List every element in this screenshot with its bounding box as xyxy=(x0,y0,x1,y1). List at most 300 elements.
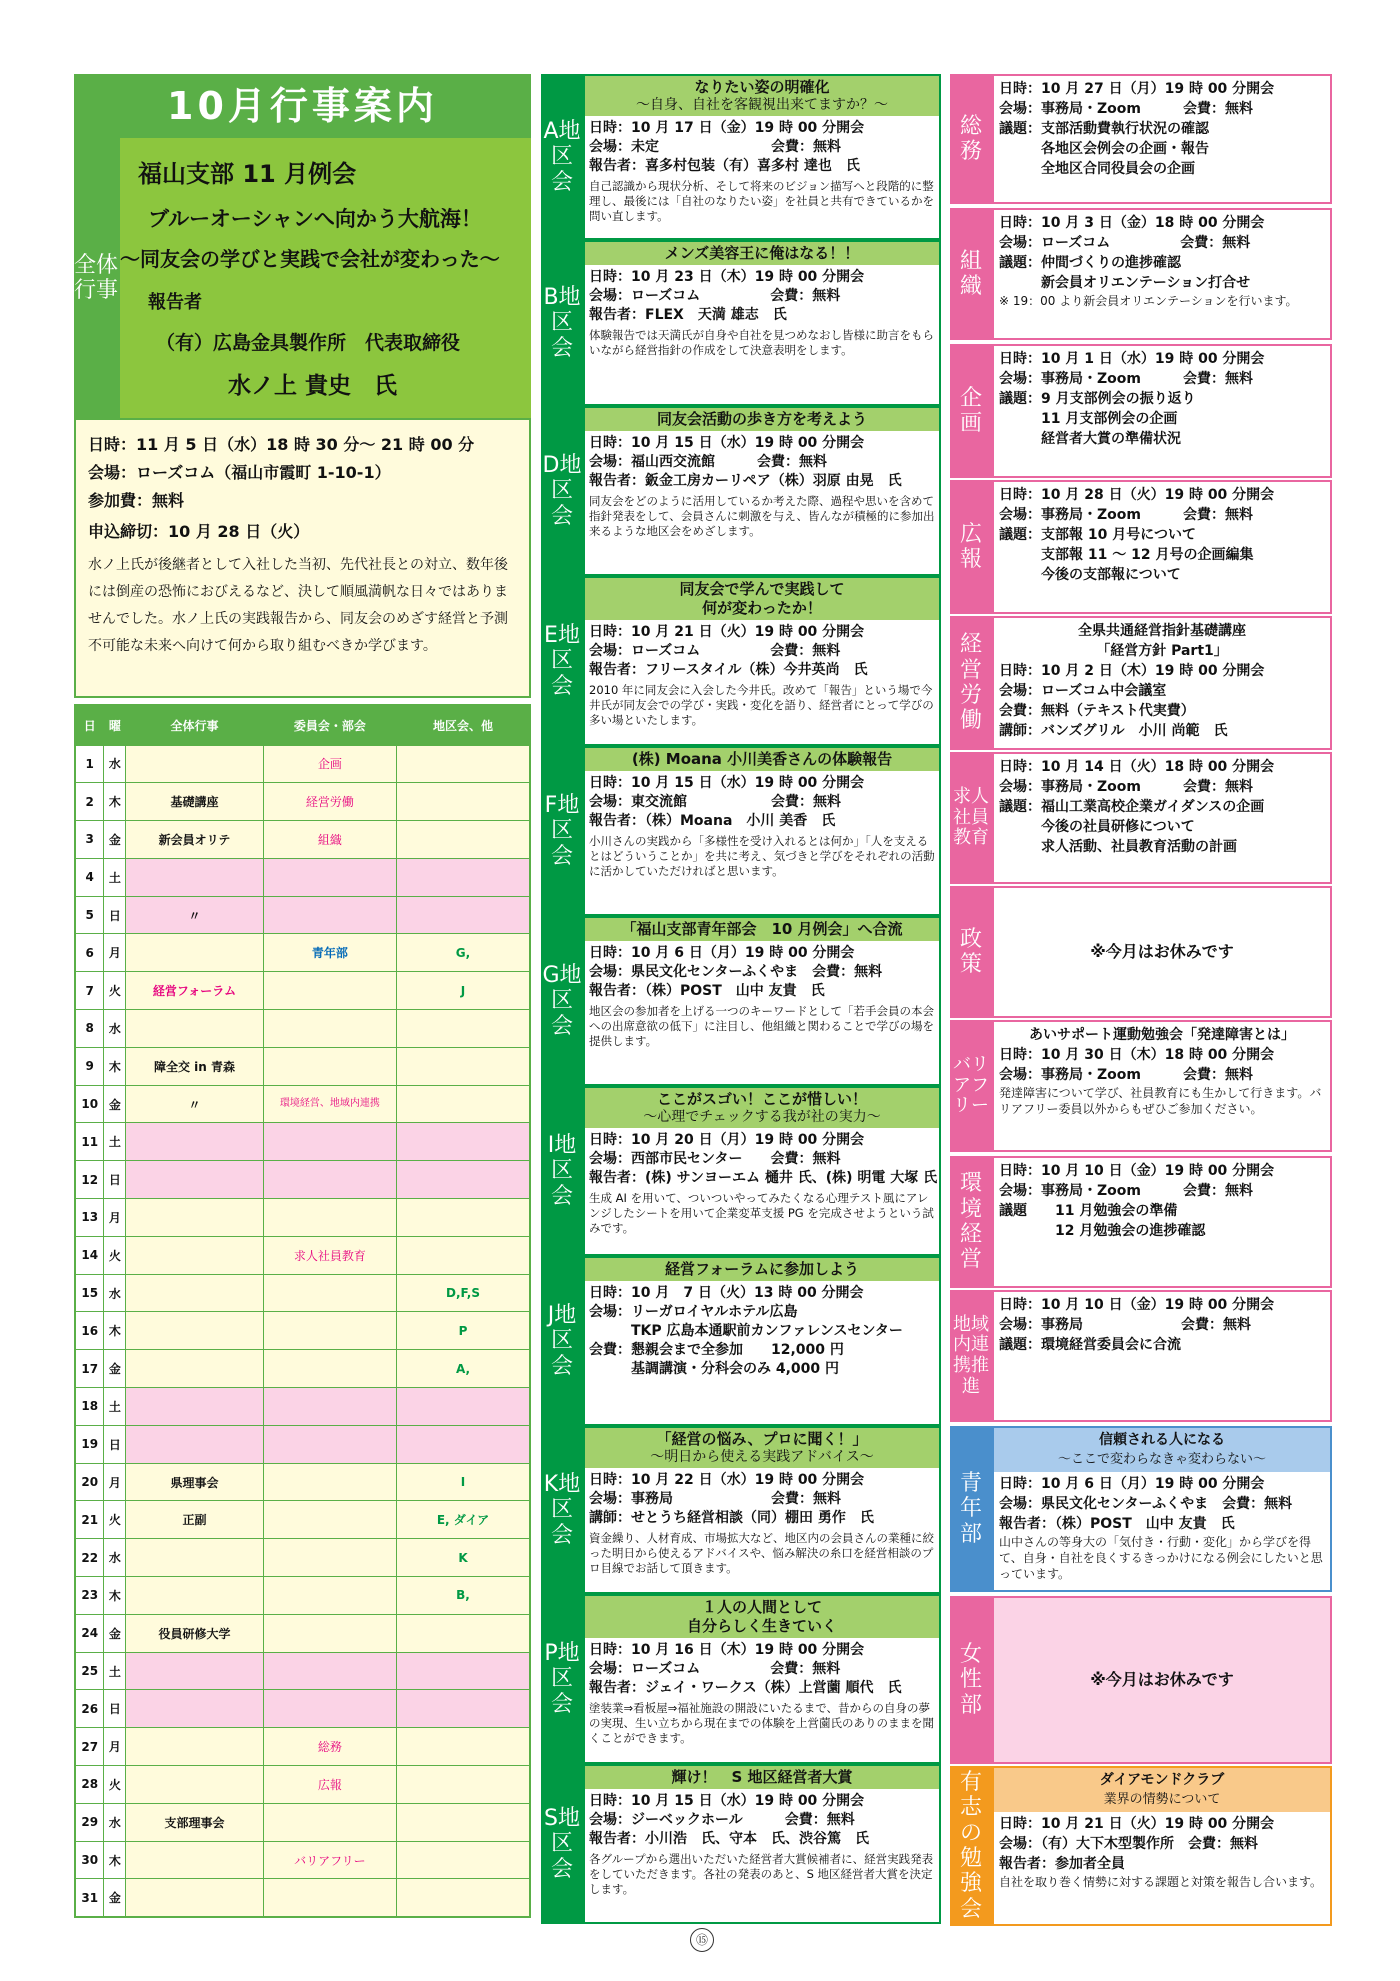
committee-detail-line: 経営者大賞の準備状況 xyxy=(999,431,1181,447)
district-details xyxy=(585,1468,939,1531)
committee-detail-line: 講師：バンズグリル 小川 尚範 氏 xyxy=(999,723,1228,739)
committee-card xyxy=(992,1156,1332,1288)
district-detail-line: 会場：ジーベックホール 会費：無料 xyxy=(589,1811,855,1828)
district-description: 生成 AI を用いて、ついついやってみたくなる心理テスト風にアレンジしたシートを用いて企業変革支援 PG を完成させようという試みです。 xyxy=(589,1191,934,1236)
feature-date: 日時：11 月 5 日（水）18 時 30 分～ 21 時 00 分 xyxy=(88,435,475,454)
district-subtitle: ～明日から使える実践アドバイス～ xyxy=(650,1448,874,1465)
calendar-weekday: 日 xyxy=(104,1161,126,1199)
calendar-day: 29 xyxy=(75,1803,104,1841)
district-details xyxy=(585,620,939,683)
calendar-day: 25 xyxy=(75,1652,104,1690)
committee-detail-line: 議題：福山工業高校企業ガイダンスの企画 xyxy=(999,799,1265,815)
district-details xyxy=(585,431,939,494)
calendar-general-event xyxy=(126,1766,263,1804)
district-detail-line: 日時：10 月 15 日（水）19 時 00 分開会 xyxy=(589,434,865,451)
district-title-text: １人の人間として 自分らしく生きていく xyxy=(686,1598,837,1635)
calendar-row xyxy=(75,1312,530,1350)
calendar-row xyxy=(75,821,530,859)
calendar-district-event xyxy=(397,783,530,821)
calendar-weekday: 金 xyxy=(104,1879,126,1917)
calendar-committee-event xyxy=(263,1652,396,1690)
calendar-committee-event xyxy=(263,1123,396,1161)
feature-fee: 参加費：無料 xyxy=(88,491,185,510)
district-title-text: 「経営の悩み、プロに聞く！」 xyxy=(656,1430,868,1448)
calendar-district-event: A, xyxy=(397,1350,530,1388)
district-details xyxy=(585,1789,939,1852)
calendar-row xyxy=(75,896,530,934)
page-title: 10月行事案内 xyxy=(74,74,531,138)
district-detail-line: 講師：せとうち経営相談（同）棚田 勇作 氏 xyxy=(589,1510,874,1527)
calendar-row xyxy=(75,1085,530,1123)
committee-detail-line: 日時：10 月 10 日（金）19 時 00 分開会 xyxy=(999,1297,1275,1313)
calendar-general-event xyxy=(126,1123,263,1161)
calendar-district-event xyxy=(397,1199,530,1237)
district-details xyxy=(585,1638,939,1701)
calendar-committee-event xyxy=(263,1388,396,1426)
committee-label: 広報 xyxy=(950,480,992,614)
calendar-weekday: 金 xyxy=(104,1085,126,1123)
calendar-general-event: 県理事会 xyxy=(126,1463,263,1501)
district-detail-line: 日時：10 月 15 日（水）19 時 00 分開会 xyxy=(589,1792,865,1809)
calendar-day: 28 xyxy=(75,1766,104,1804)
calendar-district-event xyxy=(397,1841,530,1879)
district-label: E地区会 xyxy=(541,576,583,746)
calendar-committee-event xyxy=(263,1161,396,1199)
calendar-row xyxy=(75,1728,530,1766)
calendar-header-row xyxy=(75,705,530,745)
calendar-day: 21 xyxy=(75,1501,104,1539)
event-calendar xyxy=(74,704,531,1918)
district-description: 2010 年に同友会に入会した今井氏。改めて「報告」という場で今井氏が同友会での学び・実践・変化を語り、経営者にとって学びの多い場といたします。 xyxy=(589,682,934,727)
district-event-card xyxy=(583,240,941,406)
calendar-row xyxy=(75,1388,530,1426)
calendar-weekday: 土 xyxy=(104,1123,126,1161)
committee-detail-line: 会場：事務局 会費：無料 xyxy=(999,1317,1251,1333)
district-title-text: (株) Moana 小川美香さんの体験報告 xyxy=(631,750,893,768)
calendar-district-event xyxy=(397,1690,530,1728)
district-detail-line: 会場：未定 会費：無料 xyxy=(589,139,841,156)
committee-description: ※ 19：00 より新会員オリエンテーションを行います。 xyxy=(999,294,1298,308)
calendar-weekday: 水 xyxy=(104,1539,126,1577)
committee-label: 求人社員教育 xyxy=(950,752,992,884)
district-detail-line: 報告者：FLEX 天満 雄志 氏 xyxy=(589,306,787,323)
committee-event-title: 全県共通経営指針基礎講座 「経営方針 Part1」 xyxy=(1078,623,1246,659)
calendar-day: 2 xyxy=(75,783,104,821)
district-detail-line: 日時：10 月 22 日（水）19 時 00 分開会 xyxy=(589,1472,865,1489)
district-description: 地区会の参加者を上げる一つのキーワードとして「若手会員の本会への出席意欲の低下」に注目し、他組織と関わることで学びの場を提供します。 xyxy=(589,1003,934,1048)
committee-detail-line: 今後の支部報について xyxy=(999,567,1181,583)
district-label: I地区会 xyxy=(541,1086,583,1256)
calendar-general-event xyxy=(126,1199,263,1237)
calendar-day: 24 xyxy=(75,1614,104,1652)
calendar-row xyxy=(75,1463,530,1501)
district-title-text: 同友会活動の歩き方を考えよう xyxy=(656,410,867,428)
calendar-general-event xyxy=(126,1312,263,1350)
district-detail-line: 報告者：（株）Moana 小川 美香 氏 xyxy=(589,812,836,829)
calendar-committee-event xyxy=(263,1690,396,1728)
committee-label: 地域内連携推進 xyxy=(950,1290,992,1422)
committee-detail-line: 日時：10 月 10 日（金）19 時 00 分開会 xyxy=(999,1163,1275,1179)
calendar-district-event xyxy=(397,821,530,859)
calendar-day: 10 xyxy=(75,1085,104,1123)
feature-info xyxy=(74,418,531,698)
calendar-weekday: 木 xyxy=(104,1312,126,1350)
district-label: F地区会 xyxy=(541,746,583,916)
calendar-general-event xyxy=(126,1350,263,1388)
calendar-district-event xyxy=(397,1388,530,1426)
calendar-day: 30 xyxy=(75,1841,104,1879)
calendar-row xyxy=(75,1425,530,1463)
district-detail-line: 報告者：（株）POST 山中 友貴 氏 xyxy=(589,982,825,999)
committee-rest-notice: ※今月はお休みです xyxy=(1090,942,1234,961)
calendar-day: 19 xyxy=(75,1425,104,1463)
district-detail-line: 日時：10 月 6 日（月）19 時 00 分開会 xyxy=(589,944,855,961)
calendar-district-event: K xyxy=(397,1539,530,1577)
district-description: 小川さんの実践から「多様性を受け入れるとは何か」「人を支えるとはどういうことか」を共に考え、気づきと学びをそれぞれの活動に活かしていただければと思います。 xyxy=(589,833,935,878)
calendar-committee-event: 求人社員教育 xyxy=(263,1236,396,1274)
district-label: P地区会 xyxy=(541,1594,583,1764)
district-detail-line: 会場：県民文化センターふくやま 会費：無料 xyxy=(589,963,883,980)
calendar-committee-event xyxy=(263,1199,396,1237)
committee-detail-line: 会場：事務局・Zoom 会費：無料 xyxy=(999,101,1253,117)
feature-event-title: 福山支部 11 月例会 xyxy=(138,160,357,188)
district-detail-line: 会場：リーガロイヤルホテル広島 xyxy=(589,1303,798,1320)
calendar-day: 7 xyxy=(75,972,104,1010)
calendar-weekday: 日 xyxy=(104,896,126,934)
youth-details xyxy=(994,1472,1330,1584)
district-event-title xyxy=(585,748,939,771)
calendar-general-event xyxy=(126,1690,263,1728)
calendar-general-event xyxy=(126,1010,263,1048)
committee-detail-line: 会場：ローズコム中会議室 xyxy=(999,683,1167,699)
district-description: 体験報告では天満氏が自身や自社を見つめなおし皆様に助言をもらいながら経営指針の作成をして決意表明をします。 xyxy=(589,327,934,357)
calendar-day: 27 xyxy=(75,1728,104,1766)
youth-subtitle: ～ここで変わらなきゃ変わらない～ xyxy=(1057,1452,1266,1467)
women-card xyxy=(992,1596,1332,1764)
committee-detail-line: 各地区会例会の企画・報告 xyxy=(999,141,1209,157)
calendar-weekday: 木 xyxy=(104,1841,126,1879)
feature-subtheme: ～同友会の学びと実践で会社が変わった～ xyxy=(120,247,500,271)
district-event-card xyxy=(583,1594,941,1764)
women-rest-notice: ※今月はお休みです xyxy=(1090,1670,1234,1689)
calendar-row xyxy=(75,1690,530,1728)
calendar-committee-event xyxy=(263,1614,396,1652)
calendar-day: 4 xyxy=(75,858,104,896)
district-label: S地区会 xyxy=(541,1764,583,1924)
district-detail-line: 日時：10 月 15 日（水）19 時 00 分開会 xyxy=(589,774,865,791)
district-subtitle: ～自身、自社を客観視出来てますか？～ xyxy=(636,96,888,113)
committee-detail-line: 日時：10 月 2 日（木）19 時 00 分開会 xyxy=(999,663,1265,679)
calendar-weekday: 水 xyxy=(104,1274,126,1312)
calendar-row xyxy=(75,745,530,783)
district-details xyxy=(585,771,939,834)
committee-card xyxy=(992,886,1332,1018)
district-label: D地区会 xyxy=(541,406,583,576)
header-committee: 委員会・部会 xyxy=(263,705,396,745)
youth-card xyxy=(992,1426,1332,1592)
calendar-committee-event: 広報 xyxy=(263,1766,396,1804)
committee-detail-line: 日時：10 月 1 日（水）19 時 00 分開会 xyxy=(999,351,1265,367)
calendar-row xyxy=(75,1161,530,1199)
calendar-committee-event xyxy=(263,858,396,896)
calendar-district-event xyxy=(397,745,530,783)
calendar-weekday: 火 xyxy=(104,1501,126,1539)
calendar-row xyxy=(75,1010,530,1048)
diamond-details xyxy=(994,1812,1330,1892)
district-detail-line: 日時：10 月 23 日（木）19 時 00 分開会 xyxy=(589,268,865,285)
committee-detail-line: 全地区合同役員会の企画 xyxy=(999,161,1195,177)
district-label: B地区会 xyxy=(541,240,583,406)
calendar-general-event xyxy=(126,745,263,783)
calendar-weekday: 日 xyxy=(104,1425,126,1463)
youth-label: 青年部 xyxy=(950,1426,992,1592)
diamond-subtitle: 業界の情勢について xyxy=(1103,1792,1221,1807)
district-details xyxy=(585,265,939,328)
header-general: 全体行事 xyxy=(126,705,263,745)
calendar-district-event: I xyxy=(397,1463,530,1501)
diamond-detail-line: 会場：（有）大下木型製作所 会費：無料 xyxy=(999,1836,1258,1852)
committee-card xyxy=(992,752,1332,884)
district-title-text: なりたい姿の明確化 xyxy=(694,78,830,96)
committee-detail-line: 今後の社員研修について xyxy=(999,819,1195,835)
calendar-weekday: 土 xyxy=(104,1652,126,1690)
district-description: 資金繰り、人材育成、市場拡大など、地区内の会員さんの業種に絞った明日から使えるアドバイスや、悩み解決の糸口を経営相談のプロ目線でお話して頂きます。 xyxy=(589,1531,934,1576)
calendar-weekday: 水 xyxy=(104,745,126,783)
committee-detail-line: 日時：10 月 28 日（火）19 時 00 分開会 xyxy=(999,487,1275,503)
calendar-row xyxy=(75,1577,530,1615)
district-event-card xyxy=(583,1256,941,1426)
committee-detail-line: 議題：仲間づくりの進捗確認 xyxy=(999,255,1181,271)
calendar-day: 8 xyxy=(75,1010,104,1048)
calendar-day: 5 xyxy=(75,896,104,934)
calendar-committee-event xyxy=(263,1047,396,1085)
calendar-committee-event: 青年部 xyxy=(263,934,396,972)
calendar-general-event xyxy=(126,1274,263,1312)
district-detail-line: 会場：福山西交流館 会費：無料 xyxy=(589,453,827,470)
district-event-card xyxy=(583,1764,941,1924)
calendar-day: 11 xyxy=(75,1123,104,1161)
district-detail-line: 報告者：ジェイ・ワークス（株）上営薗 順代 氏 xyxy=(589,1679,902,1696)
calendar-weekday: 月 xyxy=(104,934,126,972)
diamond-event-title xyxy=(994,1768,1330,1812)
committee-card xyxy=(992,480,1332,614)
calendar-committee-event xyxy=(263,1425,396,1463)
calendar-weekday: 土 xyxy=(104,858,126,896)
calendar-committee-event xyxy=(263,1577,396,1615)
district-title-text: メンズ美容王に俺はなる！！ xyxy=(664,244,860,262)
committee-detail-line: 新会員オリエンテーション打合せ xyxy=(999,275,1251,291)
district-event-title xyxy=(585,408,939,431)
feature-venue: 会場：ローズコム（福山市霞町 1-10-1） xyxy=(88,463,391,482)
calendar-general-event: 新会員オリテ xyxy=(126,821,263,859)
committee-label: 環境経営 xyxy=(950,1156,992,1288)
feature-section-label: 全体行事 xyxy=(74,138,120,418)
calendar-day: 22 xyxy=(75,1539,104,1577)
header-day: 日 xyxy=(75,705,104,745)
calendar-day: 13 xyxy=(75,1199,104,1237)
diamond-title-text: ダイアモンドクラブ xyxy=(1099,1772,1225,1788)
feature-description: 水ノ上氏が後継者として入社した当初、先代社長との対立、数年後には倒産の恐怖におびえるなど、決して順風満帆な日々ではありませんでした。水ノ上氏の実践報告から、同友会のめざす経営と予測不可能な未来へ向けて何から取り組むべきか学びます。 xyxy=(88,557,508,654)
district-event-title xyxy=(585,1428,939,1468)
committee-description: 発達障害について学び、社員教育にも生かして行きます。バリアフリー委員以外からもぜひご参加ください。 xyxy=(999,1086,1322,1116)
calendar-general-event: 基礎講座 xyxy=(126,783,263,821)
calendar-row xyxy=(75,1274,530,1312)
calendar-committee-event: 組織 xyxy=(263,821,396,859)
youth-detail-line: 会場：県民文化センターふくやま 会費：無料 xyxy=(999,1496,1293,1512)
calendar-day: 26 xyxy=(75,1690,104,1728)
calendar-row xyxy=(75,783,530,821)
committee-label: 組織 xyxy=(950,208,992,340)
calendar-committee-event xyxy=(263,896,396,934)
committee-detail-line: 会場：事務局・Zoom 会費：無料 xyxy=(999,1067,1253,1083)
calendar-district-event: D,F,S xyxy=(397,1274,530,1312)
calendar-general-event: 障全交 in 青森 xyxy=(126,1047,263,1085)
calendar-committee-event: 総務 xyxy=(263,1728,396,1766)
district-event-title xyxy=(585,1766,939,1789)
calendar-weekday: 月 xyxy=(104,1199,126,1237)
calendar-row xyxy=(75,1501,530,1539)
calendar-day: 15 xyxy=(75,1274,104,1312)
calendar-weekday: 水 xyxy=(104,1010,126,1048)
calendar-day: 9 xyxy=(75,1047,104,1085)
committee-detail-line: 議題：支部活動費執行状況の確認 xyxy=(999,121,1209,137)
calendar-general-event xyxy=(126,1388,263,1426)
calendar-district-event: P xyxy=(397,1312,530,1350)
calendar-row xyxy=(75,1047,530,1085)
calendar-row xyxy=(75,1614,530,1652)
calendar-weekday: 月 xyxy=(104,1463,126,1501)
committee-detail-line: 支部報 11 ～ 12 月号の企画編集 xyxy=(999,547,1254,563)
committee-detail-line: 日時：10 月 3 日（金）18 時 00 分開会 xyxy=(999,215,1265,231)
diamond-card xyxy=(992,1766,1332,1926)
district-detail-line: 報告者：(株) サンヨーエム 樋井 氏、(株) 明電 大塚 氏 xyxy=(589,1170,938,1187)
calendar-committee-event xyxy=(263,1501,396,1539)
district-event-card xyxy=(583,1426,941,1594)
district-detail-line: 会場：ローズコム 会費：無料 xyxy=(589,642,841,659)
district-title-text: 経営フォーラムに参加しよう xyxy=(664,1260,860,1278)
district-event-card xyxy=(583,1086,941,1256)
committee-card xyxy=(992,74,1332,204)
district-title-text: 「福山支部青年部会 10 月例会」へ合流 xyxy=(621,920,903,938)
committee-detail-line: 会場：ローズコム 会費：無料 xyxy=(999,235,1251,251)
district-title-text: 輝け！ S 地区経営者大賞 xyxy=(671,1768,853,1786)
district-description: 同友会をどのように活用しているか考えた際、過程や思いを含めて指針発表をして、会員さんに刺激を与え、皆んなが積極的に参加出来るような地区会をめざします。 xyxy=(589,493,935,538)
district-label: J地区会 xyxy=(541,1256,583,1426)
district-detail-line: 会費：懇親会まで全参加 12,000 円 xyxy=(589,1341,844,1358)
calendar-day: 20 xyxy=(75,1463,104,1501)
committee-label: 企画 xyxy=(950,344,992,478)
feature-reporter-label: 報告者 xyxy=(148,292,202,313)
page-number: ⑮ xyxy=(690,1928,714,1952)
calendar-committee-event: 企画 xyxy=(263,745,396,783)
youth-detail-line: 日時：10 月 6 日（月）19 時 00 分開会 xyxy=(999,1476,1265,1492)
calendar-committee-event: 経営労働 xyxy=(263,783,396,821)
district-title-text: ここがスゴい！ここが惜しい！ xyxy=(656,1090,867,1108)
district-label: K地区会 xyxy=(541,1426,583,1594)
calendar-day: 23 xyxy=(75,1577,104,1615)
calendar-district-event xyxy=(397,1652,530,1690)
committee-label: バリアフリー xyxy=(950,1020,992,1152)
calendar-day: 1 xyxy=(75,745,104,783)
calendar-row xyxy=(75,972,530,1010)
calendar-general-event: 支部理事会 xyxy=(126,1803,263,1841)
district-description: 各グループから選出いただいた経営者大賞候補者に、経営実践発表をしていただきます。各社の発表のあと、S 地区経営者大賞を決定します。 xyxy=(589,1851,934,1896)
district-detail-line: 日時：10 月 7 日（火）13 時 00 分開会 xyxy=(589,1284,864,1301)
district-detail-line: TKP 広島本通駅前カンファレンスセンター xyxy=(589,1322,903,1339)
committee-card xyxy=(992,1020,1332,1152)
youth-description: 山中さんの等身大の「気付き・行動・変化」から学びを得て、自身・自社を良くするきっかけになる例会にしたいと思っています。 xyxy=(999,1535,1323,1581)
calendar-general-event xyxy=(126,858,263,896)
calendar-district-event xyxy=(397,1161,530,1199)
district-details xyxy=(585,1281,939,1382)
district-label: G地区会 xyxy=(541,916,583,1086)
committee-detail-line: 会場：事務局・Zoom 会費：無料 xyxy=(999,779,1253,795)
calendar-general-event xyxy=(126,1728,263,1766)
calendar-district-event xyxy=(397,896,530,934)
committee-label: 政策 xyxy=(950,886,992,1018)
diamond-detail-line: 報告者：参加者全員 xyxy=(999,1856,1125,1872)
feature-reporter-name: 水ノ上 貴史 氏 xyxy=(228,373,398,399)
calendar-row xyxy=(75,1199,530,1237)
calendar-general-event xyxy=(126,1879,263,1917)
district-detail-line: 日時：10 月 20 日（月）19 時 00 分開会 xyxy=(589,1132,865,1149)
committee-detail-line: 会場：事務局・Zoom 会費：無料 xyxy=(999,1183,1253,1199)
district-detail-line: 報告者：喜多村包装（有）喜多村 達也 氏 xyxy=(589,158,860,175)
calendar-district-event xyxy=(397,858,530,896)
calendar-weekday: 木 xyxy=(104,1577,126,1615)
district-detail-line: 報告者：小川浩 氏、守本 氏、渋谷篤 氏 xyxy=(589,1830,869,1847)
district-detail-line: 日時：10 月 16 日（木）19 時 00 分開会 xyxy=(589,1641,865,1658)
calendar-weekday: 水 xyxy=(104,1803,126,1841)
calendar-general-event: 役員研修大学 xyxy=(126,1614,263,1652)
calendar-general-event: 正副 xyxy=(126,1501,263,1539)
calendar-general-event xyxy=(126,1161,263,1199)
calendar-day: 12 xyxy=(75,1161,104,1199)
calendar-committee-event xyxy=(263,1803,396,1841)
diamond-description: 自社を取り巻く情勢に対する課題と対策を報告し合います。 xyxy=(999,1875,1323,1889)
calendar-row xyxy=(75,1236,530,1274)
calendar-general-event xyxy=(126,1236,263,1274)
calendar-general-event xyxy=(126,1841,263,1879)
district-details xyxy=(585,116,939,179)
calendar-committee-event: 環境経営、地域内連携 xyxy=(263,1085,396,1123)
calendar-committee-event xyxy=(263,1350,396,1388)
calendar-committee-event xyxy=(263,1010,396,1048)
calendar-day: 3 xyxy=(75,821,104,859)
calendar-day: 6 xyxy=(75,934,104,972)
committee-detail-line: 11 月支部例会の企画 xyxy=(999,411,1178,427)
calendar-district-event xyxy=(397,1123,530,1161)
district-detail-line: 会場：ローズコム 会費：無料 xyxy=(589,287,841,304)
calendar-row xyxy=(75,934,530,972)
district-detail-line: 報告者：フリースタイル（株）今井英尚 氏 xyxy=(589,661,868,678)
calendar-row xyxy=(75,1803,530,1841)
calendar-district-event xyxy=(397,1728,530,1766)
district-detail-line: 会場：ローズコム 会費：無料 xyxy=(589,1660,841,1677)
calendar-general-event xyxy=(126,934,263,972)
calendar-committee-event xyxy=(263,1312,396,1350)
district-event-card xyxy=(583,746,941,916)
calendar-district-event xyxy=(397,1803,530,1841)
district-detail-line: 日時：10 月 17 日（金）19 時 00 分開会 xyxy=(589,120,865,137)
committee-detail-line: 議題 11 月勉強会の準備 xyxy=(999,1203,1178,1219)
calendar-district-event xyxy=(397,1766,530,1804)
district-event-title xyxy=(585,1596,939,1638)
calendar-general-event xyxy=(126,1577,263,1615)
feature-deadline: 申込締切：10 月 28 日（火） xyxy=(88,522,310,541)
calendar-committee-event xyxy=(263,1539,396,1577)
calendar-district-event xyxy=(397,1425,530,1463)
